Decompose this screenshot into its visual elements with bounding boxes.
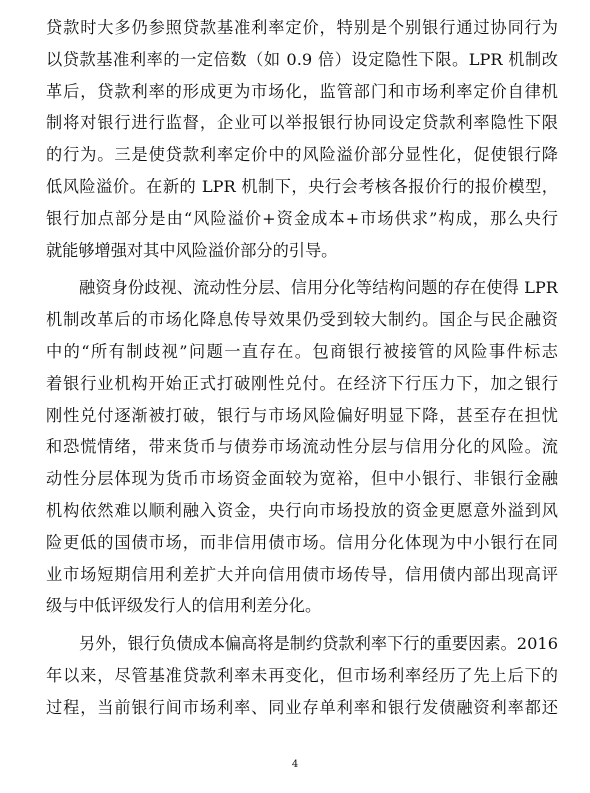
page-number: 4 [291, 759, 299, 770]
text-line: 级与中低评级发行人的信用利差分化。 [46, 596, 322, 616]
text-line: 的行为。三是使贷款利率定价中的风险溢价部分显性化，促使银行降 [46, 145, 558, 165]
text-line: 银行加点部分是由“风险溢价+资金成本+市场供求”构成，那么央行 [46, 208, 558, 228]
text-line: 制将对银行进行监督，企业可以举报银行协同设定贷款利率隐性下限 [46, 113, 558, 133]
paragraph [46, 12, 558, 266]
text-line: 着银行业机构开始正式打破刚性兑付。在经济下行压力下，加之银行 [46, 373, 558, 393]
text-line: 机制改革后的市场化降息传导效果仍受到较大制约。国企与民企融资 [46, 310, 558, 330]
text-line: 险更低的国债市场，而非信用债市场。信用分化体现为中小银行在同 [46, 532, 558, 552]
text-line: 就能够增强对其中风险溢价部分的引导。 [46, 240, 338, 260]
text-line: 融资身份歧视、流动性分层、信用分化等结构问题的存在使得 LPR [79, 278, 558, 298]
text-line: 革后，贷款利率的形成更为市场化，监管部门和市场利率定价自律机 [46, 81, 558, 101]
text-line: 年以来，尽管基准贷款利率未再变化，但市场利率经历了先上后下的 [46, 665, 558, 685]
text-line: 贷款时大多仍参照贷款基准利率定价，特别是个别银行通过协同行为 [46, 18, 558, 37]
text-line: 动性分层体现为货币市场资金面较为宽裕，但中小银行、非银行金融 [46, 469, 558, 489]
text-line: 另外，银行负债成本偏高将是制约贷款利率下行的重要因素。2016 [79, 634, 558, 654]
text-line: 刚性兑付逐渐被打破，银行与市场风险偏好明显下降，甚至存在担忧 [46, 405, 558, 425]
paragraph [46, 272, 558, 622]
body-text [46, 12, 558, 724]
text-line: 业市场短期信用利差扩大并向信用债市场传导，信用债内部出现高评 [46, 564, 558, 584]
text-line: 低风险溢价。在新的 LPR 机制下，央行会考核各报价行的报价模型， [46, 176, 558, 196]
text-line: 以贷款基准利率的一定倍数（如 0.9 倍）设定隐性下限。LPR 机制改 [46, 49, 558, 69]
text-line: 过程，当前银行间市场利率、同业存单利率和银行发债融资利率都还 [46, 697, 558, 717]
text-line: 机构依然难以顺利融入资金，央行向市场投放的资金更愿意外溢到风 [46, 500, 558, 520]
text-line: 和恐慌情绪，带来货币与债券市场流动性分层与信用分化的风险。流 [46, 437, 558, 457]
paragraph [46, 628, 558, 723]
text-line: 中的“所有制歧视”问题一直存在。包商银行被接管的风险事件标志 [46, 341, 558, 361]
